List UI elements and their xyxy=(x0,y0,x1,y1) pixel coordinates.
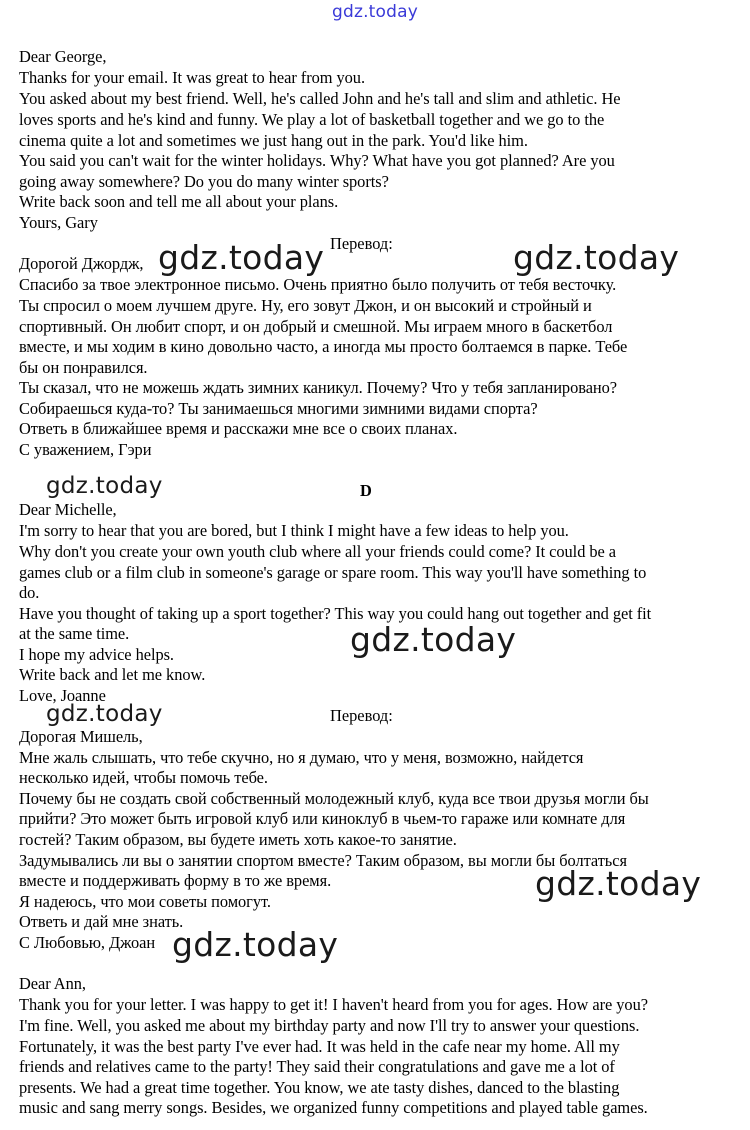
section-heading-d: D xyxy=(360,481,372,500)
letter-c-line: Thanks for your email. It was great to hear from you. xyxy=(19,68,365,87)
letter-d-line: Have you thought of taking up a sport together? This way you could hang out together and get fit xyxy=(19,604,652,623)
watermark: gdz.today xyxy=(46,473,163,499)
translation-line: бы он понравился. xyxy=(19,358,148,377)
translation-line: прийти? Это может быть игровой клуб или киноклуб в чьем-то гараже или комнате для xyxy=(19,809,626,828)
letter-c-line: Yours, Gary xyxy=(19,213,98,232)
letter-ann-line: Thank you for your letter. I was happy to get it! I haven't heard from you for ages. How are you? xyxy=(19,995,648,1014)
translation-line: гостей? Таким образом, вы будете иметь хоть какое-то занятие. xyxy=(19,830,457,849)
letter-c-line: cinema quite a lot and sometimes we just hang out in the park. You'd like him. xyxy=(19,131,528,150)
translation-line: Ответь в ближайшее время и расскажи мне все о своих планах. xyxy=(19,419,458,438)
watermark: gdz.today xyxy=(535,864,702,903)
letter-ann-line: Fortunately, it was the best party I've ever had. It was held in the cafe near my home. All my xyxy=(19,1037,620,1056)
translation-line: Ты сказал, что не можешь ждать зимних каникул. Почему? Что у тебя запланировано? xyxy=(19,378,618,397)
letter-d-line: do. xyxy=(19,583,40,602)
letter-c-line: loves sports and he's kind and funny. We play a lot of basketball together and we go to the xyxy=(19,110,605,129)
translation-line: Почему бы не создать свой собственный молодежный клуб, куда все твои друзья могли бы xyxy=(19,789,649,808)
letter-c-line: You said you can't wait for the winter holidays. Why? What have you got planned? Are you xyxy=(19,151,615,170)
translation-line: спортивный. Он любит спорт, и он добрый и смешной. Мы играем много в баскетбол xyxy=(19,317,613,336)
translation-line: вместе и поддерживать форму в то же время. xyxy=(19,871,332,890)
translation-label: Перевод: xyxy=(330,706,393,725)
translation-line: Ты спросил о моем лучшем друге. Ну, его зовут Джон, и он высокий и стройный и xyxy=(19,296,592,315)
translation-line: вместе, и мы ходим в кино довольно часто, а иногда мы просто болтаемся в парке. Тебе xyxy=(19,337,628,356)
translation-line: Задумывались ли вы о занятии спортом вместе? Таким образом, вы могли бы болтаться xyxy=(19,851,627,870)
letter-c-line: Write back soon and tell me all about your plans. xyxy=(19,192,339,211)
letter-c-line: You asked about my best friend. Well, he's called John and he's tall and slim and athletic. He xyxy=(19,89,621,108)
translation-line: Дорогой Джордж, xyxy=(19,254,144,273)
watermark: gdz.today xyxy=(158,238,325,277)
letter-d-line: Why don't you create your own youth club where all your friends could come? It could be a xyxy=(19,542,617,561)
letter-d-line: Dear Michelle, xyxy=(19,500,117,519)
letter-ann-line: presents. We had a great time together. You know, we ate tasty dishes, danced to the blasting xyxy=(19,1078,620,1097)
translation-line: Ответь и дай мне знать. xyxy=(19,912,184,931)
translation-line: Дорогая Мишель, xyxy=(19,727,143,746)
translation-line: Мне жаль слышать, что тебе скучно, но я думаю, что у меня, возможно, найдется xyxy=(19,748,584,767)
letter-d-line: Write back and let me know. xyxy=(19,665,206,684)
letter-ann-line: friends and relatives came to the party! They said their congratulations and gave me a lot of xyxy=(19,1057,615,1076)
translation-label: Перевод: xyxy=(330,234,393,253)
translation-line: Я надеюсь, что мои советы помогут. xyxy=(19,892,271,911)
translation-line: С уважением, Гэри xyxy=(19,440,152,459)
letter-d-line: Love, Joanne xyxy=(19,686,106,705)
header-watermark: gdz.today xyxy=(331,2,419,22)
letter-ann-line: Dear Ann, xyxy=(19,974,86,993)
watermark: gdz.today xyxy=(350,620,517,659)
letter-c-line: going away somewhere? Do you do many winter sports? xyxy=(19,172,389,191)
letter-ann-line: I'm fine. Well, you asked me about my birthday party and now I'll try to answer your questions. xyxy=(19,1016,640,1035)
translation-line: Собираешься куда-то? Ты занимаешься многими зимними видами спорта? xyxy=(19,399,538,418)
translation-line: несколько идей, чтобы помочь тебе. xyxy=(19,768,268,787)
letter-d-line: I hope my advice helps. xyxy=(19,645,174,664)
watermark: gdz.today xyxy=(172,925,339,964)
translation-line: С Любовью, Джоан xyxy=(19,933,156,952)
watermark: gdz.today xyxy=(46,701,163,727)
letter-c-line: Dear George, xyxy=(19,47,107,66)
letter-d-line: games club or a film club in someone's garage or spare room. This way you'll have something to xyxy=(19,563,647,582)
letter-ann-line: music and sang merry songs. Besides, we organized funny competitions and played table games. xyxy=(19,1098,648,1117)
translation-line: Спасибо за твое электронное письмо. Очень приятно было получить от тебя весточку. xyxy=(19,275,617,294)
watermark: gdz.today xyxy=(513,238,680,277)
letter-d-line: I'm sorry to hear that you are bored, but I think I might have a few ideas to help you. xyxy=(19,521,569,540)
letter-d-line: at the same time. xyxy=(19,624,130,643)
